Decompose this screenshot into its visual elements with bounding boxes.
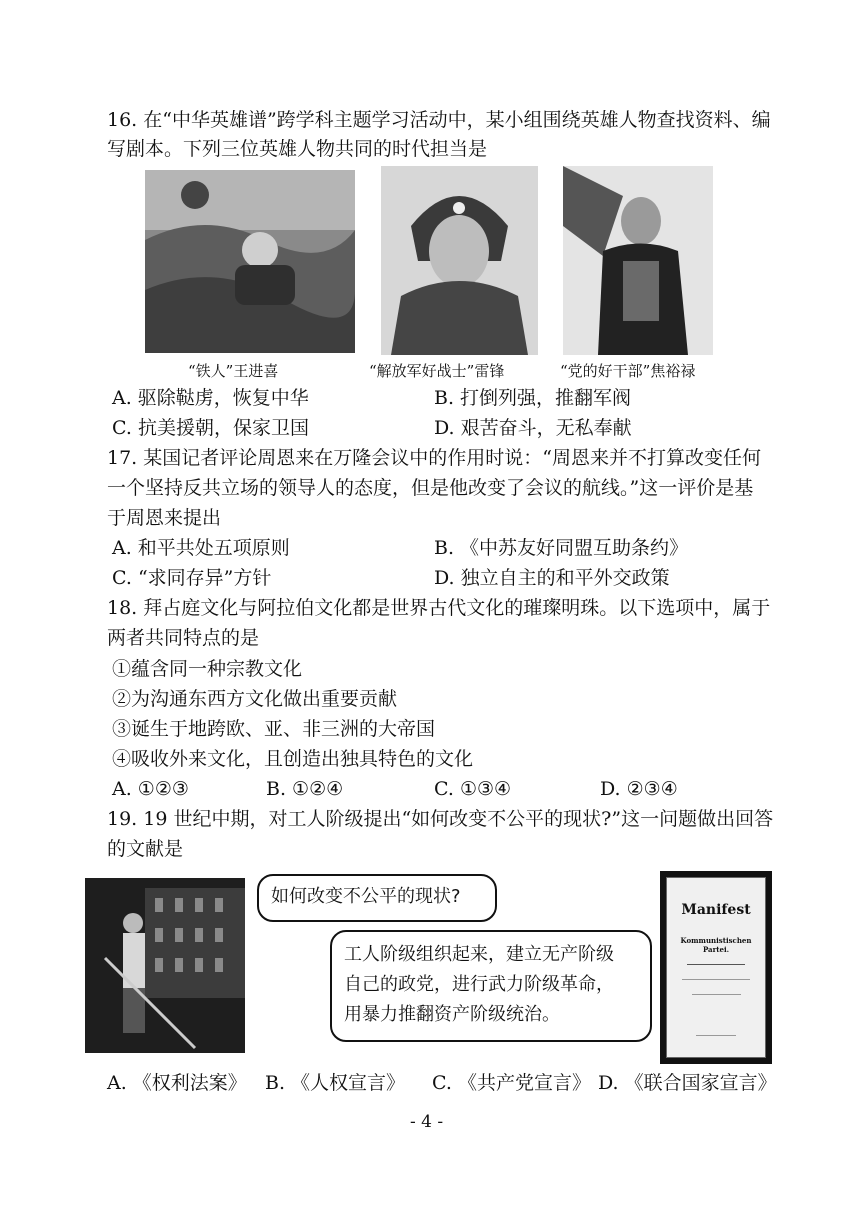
q16-option-c: C. 抗美援朝，保家卫国 bbox=[112, 417, 309, 439]
q18-item-2: ②为沟通东西方文化做出重要贡献 bbox=[112, 688, 398, 710]
manifesto-title-2: Kommunistischen Partei. bbox=[680, 936, 752, 954]
q18-option-b: B. ①②④ bbox=[266, 778, 344, 800]
q17-option-b: B. 《中苏友好同盟互助条约》 bbox=[434, 537, 689, 559]
photo-wang-jinxi bbox=[145, 170, 355, 353]
q18-option-c: C. ①③④ bbox=[434, 778, 512, 800]
q18-item-1: ①蕴含同一种宗教文化 bbox=[112, 658, 303, 680]
answer-line-3: 用暴力推翻资产阶级统治。 bbox=[344, 1004, 560, 1025]
answer-line-1: 工人阶级组织起来，建立无产阶级 bbox=[344, 944, 614, 965]
q16-stem-line1: 16. 在“中华英雄谱”跨学科主题学习活动中，某小组围绕英雄人物查找资料、编 bbox=[107, 109, 771, 131]
photo-worker bbox=[85, 878, 245, 1053]
q17-option-d: D. 独立自主的和平外交政策 bbox=[434, 567, 670, 589]
manifesto-title-1: Manifest bbox=[681, 902, 751, 918]
q18-stem-line2: 两者共同特点的是 bbox=[107, 627, 260, 649]
q19-stem-line2: 的文献是 bbox=[107, 838, 184, 860]
q18-stem-line1: 18. 拜占庭文化与阿拉伯文化都是世界古代文化的璀璨明珠。以下选项中，属于 bbox=[107, 597, 771, 619]
q18-option-d: D. ②③④ bbox=[600, 778, 678, 800]
q19-option-a: A. 《权利法案》 bbox=[107, 1072, 247, 1094]
q17-option-a: A. 和平共处五项原则 bbox=[112, 537, 290, 559]
q19-option-d: D. 《联合国家宣言》 bbox=[598, 1072, 777, 1094]
caption-jiao-yulu: “党的好干部”焦裕禄 bbox=[560, 362, 696, 380]
q16-option-a: A. 驱除鞑虏，恢复中华 bbox=[112, 387, 309, 409]
photo-jiao-yulu bbox=[563, 166, 713, 355]
q19-option-b: B. 《人权宣言》 bbox=[265, 1072, 406, 1094]
q18-item-3: ③诞生于地跨欧、亚、非三洲的大帝国 bbox=[112, 718, 436, 740]
caption-wang-jinxi: “铁人”王进喜 bbox=[188, 362, 279, 380]
q18-item-4: ④吸收外来文化，且创造出独具特色的文化 bbox=[112, 748, 474, 770]
q19-option-c: C. 《共产党宣言》 bbox=[432, 1072, 591, 1094]
q17-stem-line3: 于周恩来提出 bbox=[107, 507, 222, 529]
speech-bubble-question: 如何改变不公平的现状? bbox=[257, 874, 497, 922]
q16-stem-line2: 写剧本。下列三位英雄人物共同的时代担当是 bbox=[107, 138, 488, 160]
caption-lei-feng: “解放军好战士”雷锋 bbox=[369, 362, 505, 380]
photo-manifesto-cover bbox=[660, 871, 772, 1064]
page-number: - 4 - bbox=[410, 1112, 444, 1132]
q19-stem-line1: 19. 19 世纪中期，对工人阶级提出“如何改变不公平的现状?”这一问题做出回答 bbox=[107, 808, 774, 830]
q17-stem-line1: 17. 某国记者评论周恩来在万隆会议中的作用时说：“周恩来并不打算改变任何 bbox=[107, 447, 761, 469]
speech-bubble-answer bbox=[330, 930, 652, 1042]
answer-line-2: 自己的政党，进行武力阶级革命， bbox=[344, 974, 614, 995]
q18-option-a: A. ①②③ bbox=[112, 778, 189, 800]
q17-option-c: C. “求同存异”方针 bbox=[112, 567, 272, 589]
q16-option-b: B. 打倒列强，推翻军阀 bbox=[434, 387, 632, 409]
photo-lei-feng bbox=[381, 166, 538, 355]
q16-option-d: D. 艰苦奋斗，无私奉献 bbox=[434, 417, 632, 439]
q17-stem-line2: 一个坚持反共立场的领导人的态度，但是他改变了会议的航线。”这一评价是基 bbox=[107, 477, 754, 499]
